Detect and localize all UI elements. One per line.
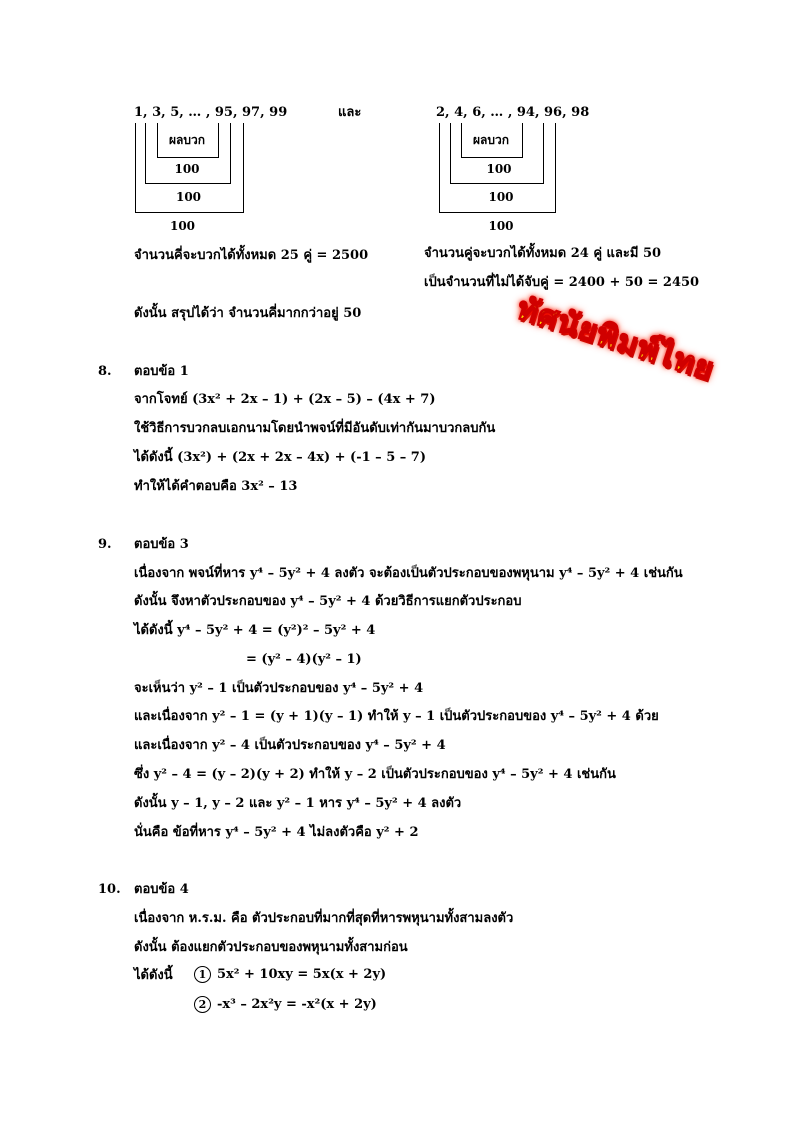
q9-answer: ตอบข้อ 3: [134, 537, 189, 552]
q10-line1: เนื่องจาก ห.ร.ม. คือ ตัวประกอบที่มากที่สุดที่หารพหุนามทั้งสามลงตัว: [134, 911, 514, 926]
q10-eq1-text: 5x² + 10xy = 5x(x + 2y): [217, 967, 387, 982]
conclusion: ดังนั้น สรุปได้ว่า จำนวนคี่มากกว่าอยู่ 50: [134, 306, 362, 321]
q8-line1: จากโจทย์ (3x² + 2x – 1) + (2x – 5) – (4x + 7): [134, 392, 436, 407]
q9-line: = (y² – 4)(y² – 1): [246, 652, 362, 667]
odd-sequence: 1, 3, 5, … , 95, 97, 99: [134, 105, 288, 120]
q9-line: ดังนั้น y – 1, y – 2 และ y² – 1 หาร y⁴ – 5y² + 4 ลงตัว: [134, 796, 462, 811]
q8-line2: ใช้วิธีการบวกลบเอกนามโดยนำพจน์ที่มีอันดับเท่ากันมาบวกลบกัน: [134, 421, 496, 436]
q9-line: และเนื่องจาก y² – 4 เป็นตัวประกอบของ y⁴ – 5y² + 4: [134, 738, 446, 753]
q9-line: นั่นคือ ข้อที่หาร y⁴ – 5y² + 4 ไม่ลงตัวคือ y² + 2: [134, 825, 419, 840]
q10-eq2: [194, 996, 377, 1013]
q9-number: 9.: [98, 537, 112, 552]
watermark-stamp: [502, 283, 755, 433]
value-odd-3: 100: [169, 219, 196, 233]
q10-answer: ตอบข้อ 4: [134, 882, 189, 897]
value-even-2: 100: [488, 190, 514, 204]
sum-label-odd: ผลบวก: [168, 133, 205, 147]
q9-line: ดังนั้น จึงหาตัวประกอบของ y⁴ – 5y² + 4 ด้วยวิธีการแยกตัวประกอบ: [134, 594, 522, 609]
q9-line: ได้ดังนี้ y⁴ – 5y² + 4 = (y²)² – 5y² + 4: [134, 623, 376, 638]
watermark-text: ทัศนัยพิมพ์ไทย: [512, 290, 719, 389]
q8-answer: ตอบข้อ 1: [134, 364, 189, 379]
q10-eq2-text: -x³ – 2x²y = -x²(x + 2y): [217, 997, 377, 1012]
even-sequence: 2, 4, 6, … , 94, 96, 98: [436, 105, 590, 120]
q9-line: จะเห็นว่า y² – 1 เป็นตัวประกอบของ y⁴ – 5y² + 4: [134, 681, 424, 696]
odd-result: จำนวนคี่จะบวกได้ทั้งหมด 25 คู่ = 2500: [134, 248, 369, 263]
circled-number-icon: 1: [194, 966, 211, 983]
q10-line2: ดังนั้น ต้องแยกตัวประกอบของพหุนามทั้งสามก่อน: [134, 940, 408, 955]
q9-line: และเนื่องจาก y² – 1 = (y + 1)(y – 1) ทำให้ y – 1 เป็นตัวประกอบของ y⁴ – 5y² + 4 ด้วย: [134, 709, 659, 724]
even-result-2: เป็นจำนวนที่ไม่ได้จับคู่ = 2400 + 50 = 2450: [424, 275, 700, 290]
q8-line4: ทำให้ได้คำตอบคือ 3x² – 13: [134, 479, 298, 494]
q10-eq1: [194, 966, 386, 983]
even-result-1: จำนวนคู่จะบวกได้ทั้งหมด 24 คู่ และมี 50: [424, 246, 662, 261]
q8-number: 8.: [98, 364, 112, 379]
q8-line3: ได้ดังนี้ (3x²) + (2x + 2x – 4x) + (-1 – 5 – 7): [134, 450, 426, 465]
value-odd-1: 100: [174, 162, 200, 176]
and-word: และ: [338, 105, 362, 120]
q9-line: เนื่องจาก พจน์ที่หาร y⁴ – 5y² + 4 ลงตัว จะต้องเป็นตัวประกอบของพหุนาม y⁴ – 5y² + 4 เช่นกัน: [134, 566, 683, 581]
q10-number: 10.: [98, 882, 121, 897]
value-even-3: 100: [488, 219, 514, 233]
value-odd-2: 100: [175, 190, 202, 204]
circled-number-icon: 2: [194, 996, 211, 1013]
q9-line: ซึ่ง y² – 4 = (y – 2)(y + 2) ทำให้ y – 2 เป็นตัวประกอบของ y⁴ – 5y² + 4 เช่นกัน: [134, 767, 616, 782]
q10-line3-prefix: ได้ดังนี้: [134, 968, 173, 983]
sum-label-even: ผลบวก: [472, 133, 509, 147]
value-even-1: 100: [486, 162, 512, 176]
